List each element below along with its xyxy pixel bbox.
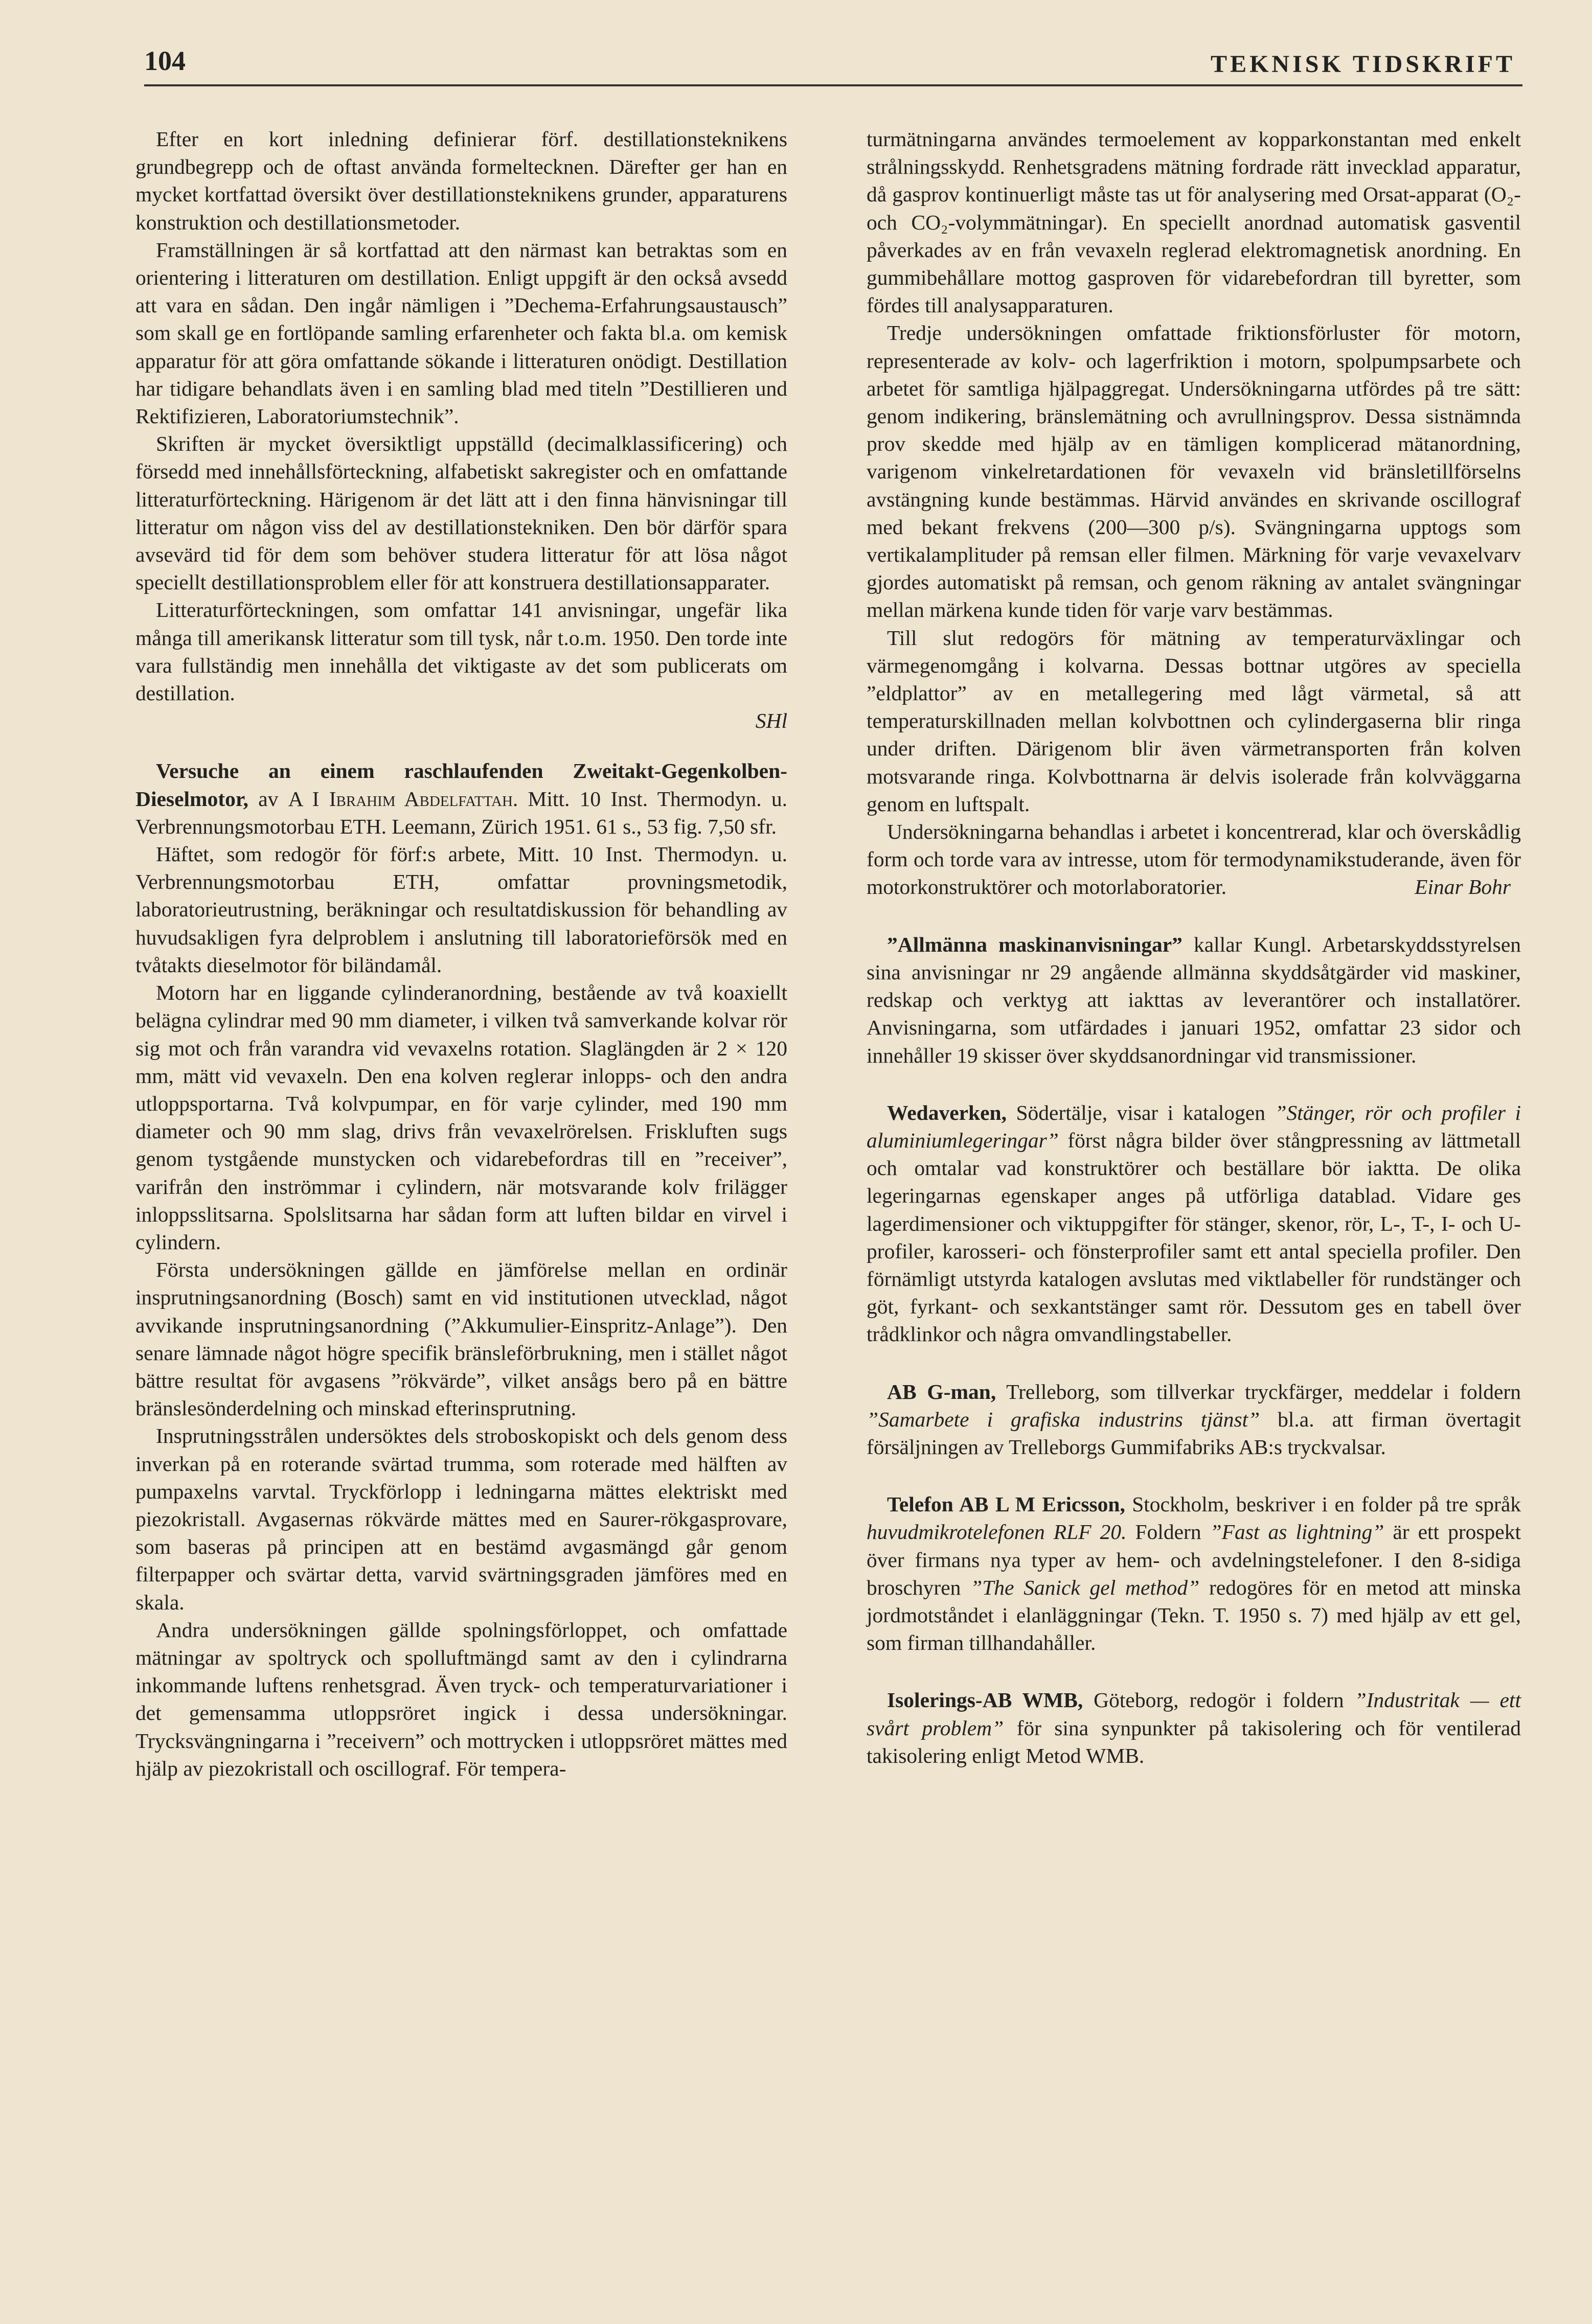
notice-gman-t2: bl.a. att firman övertagit försäljningen av Trelleborgs Gummifabriks AB:s tryckvalsar. <box>867 1407 1521 1459</box>
notice-wmb-t2: för sina synpunkter på takisolering och för ventilerad takisolering enligt Metod WMB. <box>867 1716 1521 1767</box>
review2-p4: Insprutningsstrålen undersöktes dels stroboskopiskt och dels genom dess inverkan på en roterande svärtad trumma, som roterade med hälften av pumpaxelns varvtal. Tryckförlopp i ledningarna mättes elektriskt med piezokristall. Avgasernas rökvärde mättes med en Saurer-rökgasprovare, som baseras på principen att en bestämd avgasmängd går genom filterpapper och svärtar detta, varvid svärtningsgraden jämföres med en skala. <box>135 1424 787 1614</box>
left-column <box>135 125 787 1782</box>
review1-signature: SHl <box>755 709 787 733</box>
review1-p3: Skriften är mycket översiktligt uppställd (decimalklassificering) och försedd med innehållsförteckning, alfabetiskt sakregister och en omfattande litteraturförteckning. Härigenom är det lätt att i den finna hänvisningar till litteratur om någon viss del av destillationstekniken. Den bör därför spara avsevärd tid för dem som behöver studera litteratur för att lösa något speciellt destillationsproblem eller för att konstruera destillationsapparater. <box>135 432 787 594</box>
review2-heading <box>135 757 787 840</box>
review2-citation: Mitt. 10 Inst. Thermodyn. u. Verbrennungsmotorbau ETH. Leemann, Zürich 1951. 61 s., 53 fig. 7,50 sfr. <box>135 787 788 838</box>
notice-wmb-t1: Göteborg, redogör i foldern <box>1083 1688 1355 1712</box>
notice-ericsson-italic1: huvudmikrotelefonen RLF 20. <box>867 1520 1127 1544</box>
review2-p1: Häftet, som redogör för förf:s arbete, Mitt. 10 Inst. Thermodyn. u. Verbrennungsmotorbau ETH, omfattar provningsmetodik, laboratorieutrustning, beräkningar och resultatdiskussion för behandling av huvudsakligen fyra delproblem i anslutning till laboratorieförsök med en tvåtakts dieselmotor för biländamål. <box>135 842 787 977</box>
review2-cont-p3: Till slut redogörs för mätning av temperaturväxlingar och värmegenomgång i kolvarna. Dessas bottnar utgöres av speciella ”eldplattor” av en metallegering med lågt värmetal, så att temperaturskillnaden mellan kolvbottnen och cylindergaserna blir ringa under driften. Därigenom blir även värmetransporten från kolven motsvarande ringa. Kolvbottnarna är delvis isolerade från kolvväggarna genom en luftspalt. <box>867 626 1521 816</box>
notice-wedaverken <box>867 1099 1521 1348</box>
notice-ericsson-t1: Stockholm, beskriver i en folder på tre språk <box>1125 1492 1521 1516</box>
notice-wmb-company: Isolerings-AB WMB, <box>887 1688 1083 1712</box>
right-column <box>867 125 1521 1769</box>
review2-cont-p4 <box>867 818 1521 901</box>
notice-ericsson-italic2: ”Fast as lightning” <box>1210 1520 1384 1544</box>
review2-author-prefix: av <box>258 787 279 811</box>
review2-author: A I Ibrahim Abdelfattah. <box>288 787 518 811</box>
notice-gman <box>867 1378 1521 1461</box>
review2-cont-p1: turmätningarna användes termoelement av kopparkonstantan med enkelt strålningsskydd. Renhetsgradens mätning fordrade rätt invecklad apparatur, då gasprov kontinuerligt måste tas ut för analysering med Orsat-apparat (O₂- och CO₂-volymmätningar). En speciellt anordnad automatisk gasventil påverkades av en från vevaxeln reglerad elektromagnetisk anordning. En gummibehållare mottog gasproven för vidarebefordran till byretter, som fördes till analysapparaturen. <box>867 127 1521 317</box>
notice-wedaverken-company: Wedaverken, <box>887 1100 1007 1124</box>
notice-gman-folder: ”Samarbete i grafiska industrins tjänst” <box>867 1407 1260 1431</box>
notice-ericsson-company: Telefon AB L M Ericsson, <box>887 1492 1125 1516</box>
notice-ericsson-t3: är ett prospekt över firmans nya typer av hem- och avdelningstelefoner. I den 8-sidiga broschyren <box>867 1520 1521 1599</box>
notice-ericsson-t4: redogöres för en metod att minska jordmotståndet i elanläggningar (Tekn. T. 1950 s. 7) med hjälp av ett gel, som firman tillhandahåller. <box>867 1575 1521 1655</box>
notice-wedaverken-t2: först några bilder över stångpressning av lättmetall och omtalar vad konstruktörer och beställare bör iaktta. De olika legeringarnas egenskaper anges på utförliga datablad. Vidare ges lagerdimensioner och viktuppgifter för stänger, skenor, rör, L-, T-, I- och U-profiler, karosseri- och fönsterprofiler samt ett antal speciella profiler. Den förnämligt utstyrda katalogen avslutas med viktlabeller för rundstänger och göt, fyrkant- och sexkantstänger samt rör. Dessutom ges en tabell över trådklinkor och några omvandlingstabeller. <box>867 1128 1521 1346</box>
notice-wedaverken-catalog: ”Stänger, rör och profiler i aluminiumlegeringar” <box>867 1100 1521 1152</box>
notice-ericsson-italic3: ”The Sanick gel method” <box>970 1575 1200 1599</box>
review1-p1: Efter en kort inledning definierar förf. destillationsteknikens grundbegrepp och de oftast använda formeltecknen. Därefter ger han en mycket kortfattad översikt över destillationsteknikens grunder, apparaturens konstruktion och destillationsmetoder. <box>135 127 787 234</box>
header-rule <box>144 84 1522 86</box>
review1-p2: Framställningen är så kortfattad att den närmast kan betraktas som en orientering i litteraturen om destillation. Enligt uppgift är den också avsedd att vara en sådan. Den ingår nämligen i ”Dechema-Erfahrungsaustausch” som skall ge en fortlöpande samling erfarenheter och fakta bl.a. om kemisk apparatur för att göra omfattande sökande i litteraturen onödigt. Destillation har tidigare behandlats även i en samling blad med titeln ”Destillieren und Rektifizieren, Laboratoriumstechnik”. <box>135 238 787 428</box>
journal-title: TEKNISK TIDSKRIFT <box>1211 51 1515 78</box>
notice-allmanna-title: ”Allmänna maskinanvisningar” <box>887 932 1182 956</box>
notice-allmanna <box>867 931 1521 1069</box>
notice-wedaverken-t1: Södertälje, visar i katalogen <box>1007 1100 1275 1124</box>
review1-p4: Litteraturförteckningen, som omfattar 141 anvisningar, ungefär lika många till amerikansk litteratur som till tysk, når t.o.m. 1950. Den torde inte vara fullständig men innehålla det viktigaste av det som publicerats om destillation. <box>135 598 787 705</box>
notice-allmanna-body: kallar Kungl. Arbetarskyddsstyrelsen sina anvisningar nr 29 angående allmänna skyddsåtgärder vid maskiner, redskap och verktyg att iakttas av leverantörer och installatörer. Anvisningarna, som utfärdades i januari 1952, omfattar 23 sidor och innehåller 19 skisser över skyddsanordningar vid transmissioner. <box>867 932 1521 1067</box>
notice-wmb <box>867 1686 1521 1769</box>
notice-ericsson-t2: Foldern <box>1126 1520 1210 1544</box>
review2-p3: Första undersökningen gällde en jämförelse mellan en ordinär insprutningsanordning (Bosch) samt en vid institutionen utvecklad, något avvikande insprutningsanordning (”Akkumulier-Einspritz-Anlage”). Den senare lämnade något högre specifik bränsleförbrukning, men i stället något bättre resultat för avgasens ”rökvärde”, vilket ansågs bero på en bättre bränslesönderdelning och minskad efterinsprutning. <box>135 1258 787 1420</box>
notice-wmb-folder: ”Industritak — ett svårt problem” <box>867 1688 1521 1740</box>
review2-title: Versuche an einem raschlaufenden Zweitakt-Gegenkolben-Dieselmotor, <box>135 759 787 811</box>
review2-cont-p2: Tredje undersökningen omfattade friktionsförluster för motorn, representerade av kolv- och lagerfriktion i motorn, spolpumpsarbete och arbetet för samtliga hjälpaggregat. Undersökningarna utfördes på tre sätt: genom indikering, bränslemätning och avrullningsprov. Dessa sistnämnda prov skedde med hjälp av en tämligen komplicerad mätanordning, varigenom vinkelretardationen för vevaxeln vid bränsletillförselns avstängning kunde bestämmas. Härvid användes en skrivande oscillograf med bekant frekvens (200—300 p/s). Svängningarna upptogs som vertikalamplituder på remsan eller filmen. Märkning för varje vevaxelvarv gjordes automatiskt på remsan, och genom räkning av antalet svängningar mellan märkena kunde tiden för varje varv bestämmas. <box>867 321 1521 622</box>
notice-gman-t1: Trelleborg, som tillverkar tryckfärger, meddelar i foldern <box>996 1379 1521 1403</box>
page-number: 104 <box>144 45 186 76</box>
review2-p2: Motorn har en liggande cylinderanordning, bestående av två koaxiellt belägna cylindrar med 90 mm diameter, i vilken två samverkande kolvar rör sig mot och från varandra vid vevaxelns rotation. Slaglängden är 2 × 120 mm, mätt vid vevaxeln. Den ena kolven reglerar inlopps- och den andra utloppsportarna. Två kolvpumpar, en för varje cylinder, med 190 mm diameter och 90 mm slag, drivs från vevaxelrörelsen. Friskluften sugs genom tystgående munstycken och vidarebefordras till en ”receiver”, varifrån den inströmmar i cylindern, när motsvarande kolv frilägger inloppsslitsarna. Spolslitsarna har sådan form att luften bildar en virvel i cylindern. <box>135 981 787 1254</box>
review2-p5: Andra undersökningen gällde spolningsförloppet, och omfattade mätningar av spoltryck och spolluftmängd samt av den i cylindrarna inkommande luftens renhetsgrad. Även tryck- och temperaturvariationer i det gemensamma utloppsröret ingick i dessa undersökningar. Trycksvängningarna i ”receivern” och mottrycken i utloppsröret mättes med hjälp av piezokristall och oscillograf. För tempera- <box>135 1618 787 1780</box>
review2-signature: Einar Bohr <box>1415 875 1511 899</box>
notice-gman-company: AB G-man, <box>887 1379 996 1403</box>
notice-ericsson <box>867 1490 1521 1656</box>
review2-cont-p4-text: Undersökningarna behandlas i arbetet i koncentrerad, klar och överskådlig form och torde vara av intresse, utom för termodynamikstuderande, även för motorkonstruktörer och motorlaboratorier. <box>867 820 1521 899</box>
